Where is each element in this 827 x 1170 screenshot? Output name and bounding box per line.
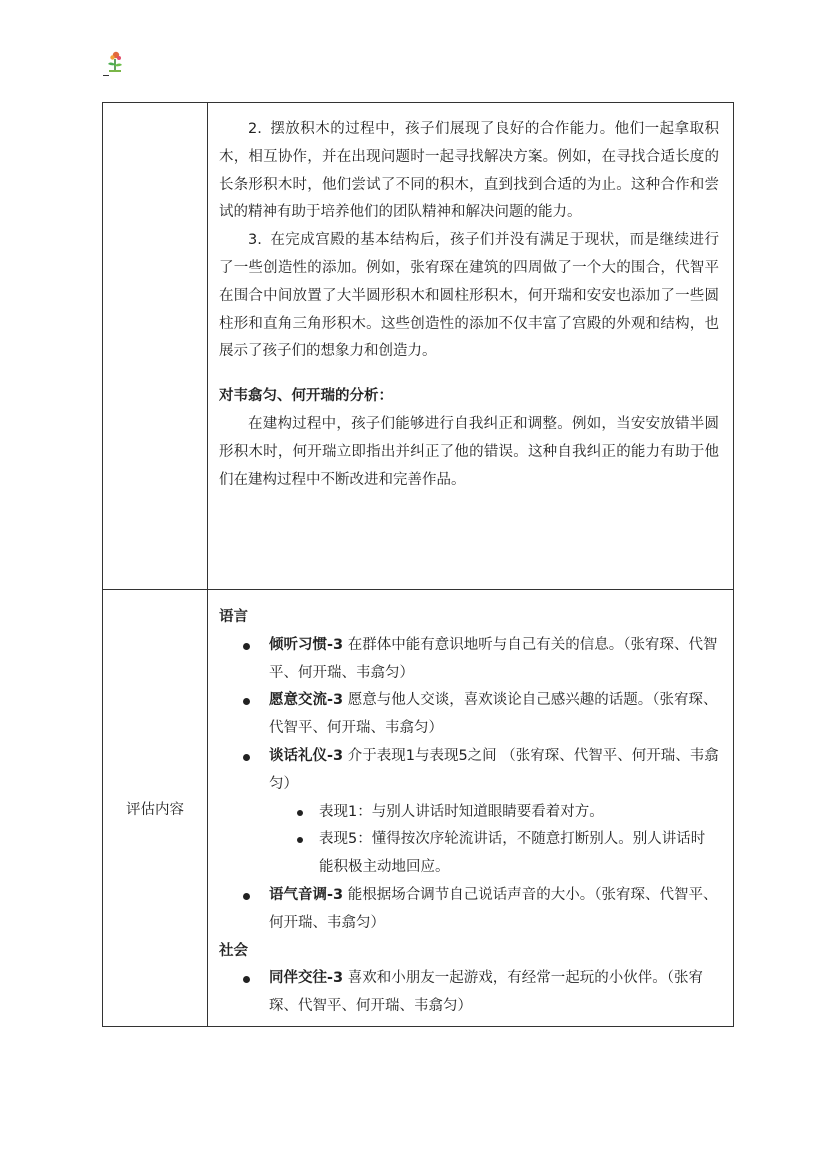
sub-bullet-item: 表现5：懂得按次序轮流讲话，不随意打断别人。别人讲话时能积极主动地回应。 — [319, 826, 719, 882]
table-row-evaluation — [103, 590, 734, 1027]
bullet-item: 愿意交流-3 愿意与他人交谈，喜欢谈论自己感兴趣的话题。（张宥琛、代智平、何开瑞、韦翕匀） — [269, 687, 719, 743]
content-cell-evaluation — [208, 590, 734, 1027]
header-dash — [103, 75, 109, 76]
table-row-analysis — [103, 103, 734, 590]
content-cell-analysis — [208, 103, 734, 590]
analysis-point-3: 3. 在完成宫殿的基本结构后，孩子们并没有满足于现状，而是继续进行了一些创造性的添加。例如，张宥琛在建筑的四周做了一个大的围合，代智平在围合中间放置了大半圆形积木和圆柱形积木，何开瑞和安安也添加了一些圆柱形和直角三角形积木。这些创造性的添加不仅丰富了宫殿的外观和结构，也展示了孩子们的想象力和创造力。 — [219, 232, 719, 360]
section-title-social: 社会 — [219, 942, 248, 959]
sub-bullet-item: 表现1：与别人讲话时知道眼睛要看着对方。 — [319, 799, 719, 827]
language-bullet-list — [219, 632, 719, 938]
evaluation-label: 评估内容 — [103, 590, 208, 1027]
flower-logo-icon — [104, 50, 126, 74]
social-bullet-list — [219, 965, 719, 1021]
record-table — [102, 102, 734, 1027]
label-cell-empty — [103, 103, 208, 590]
bullet-item: 同伴交往-3 喜欢和小朋友一起游戏，有经常一起玩的小伙伴。（张宥琛、代智平、何开瑞、韦翕匀） — [269, 965, 719, 1021]
section-title-language: 语言 — [219, 609, 248, 625]
analysis-paragraph: 在建构过程中，孩子们能够进行自我纠正和调整。例如，当安安放错半圆形积木时，何开瑞立即指出并纠正了他的错误。这种自我纠正的能力有助于他们在建构过程中不断改进和完善作品。 — [219, 415, 719, 488]
bullet-item: 倾听习惯-3 在群体中能有意识地听与自己有关的信息。（张宥琛、代智平、何开瑞、韦翕匀） — [269, 632, 719, 688]
analysis-heading: 对韦翕匀、何开瑞的分析： — [219, 388, 393, 405]
bullet-item: 谈话礼仪-3 介于表现1与表现5之间 （张宥琛、代智平、何开瑞、韦翕匀） 表现1：与别人讲话时知道眼睛要看着对方。 表现5：懂得按次序轮流讲话，不随意打断别人。别人讲话时能积极主动地回应。 — [269, 743, 719, 882]
sub-bullet-list — [269, 799, 719, 882]
analysis-point-2: 2. 摆放积木的过程中，孩子们展现了良好的合作能力。他们一起拿取积木，相互协作，并在出现问题时一起寻找解决方案。例如，在寻找合适长度的长条形积木时，他们尝试了不同的积木，直到找到合适的为止。这种合作和尝试的精神有助于培养他们的团队精神和解决问题的能力。 — [219, 121, 719, 221]
bullet-item: 语气音调-3 能根据场合调节自己说话声音的大小。（张宥琛、代智平、何开瑞、韦翕匀） — [269, 882, 719, 938]
